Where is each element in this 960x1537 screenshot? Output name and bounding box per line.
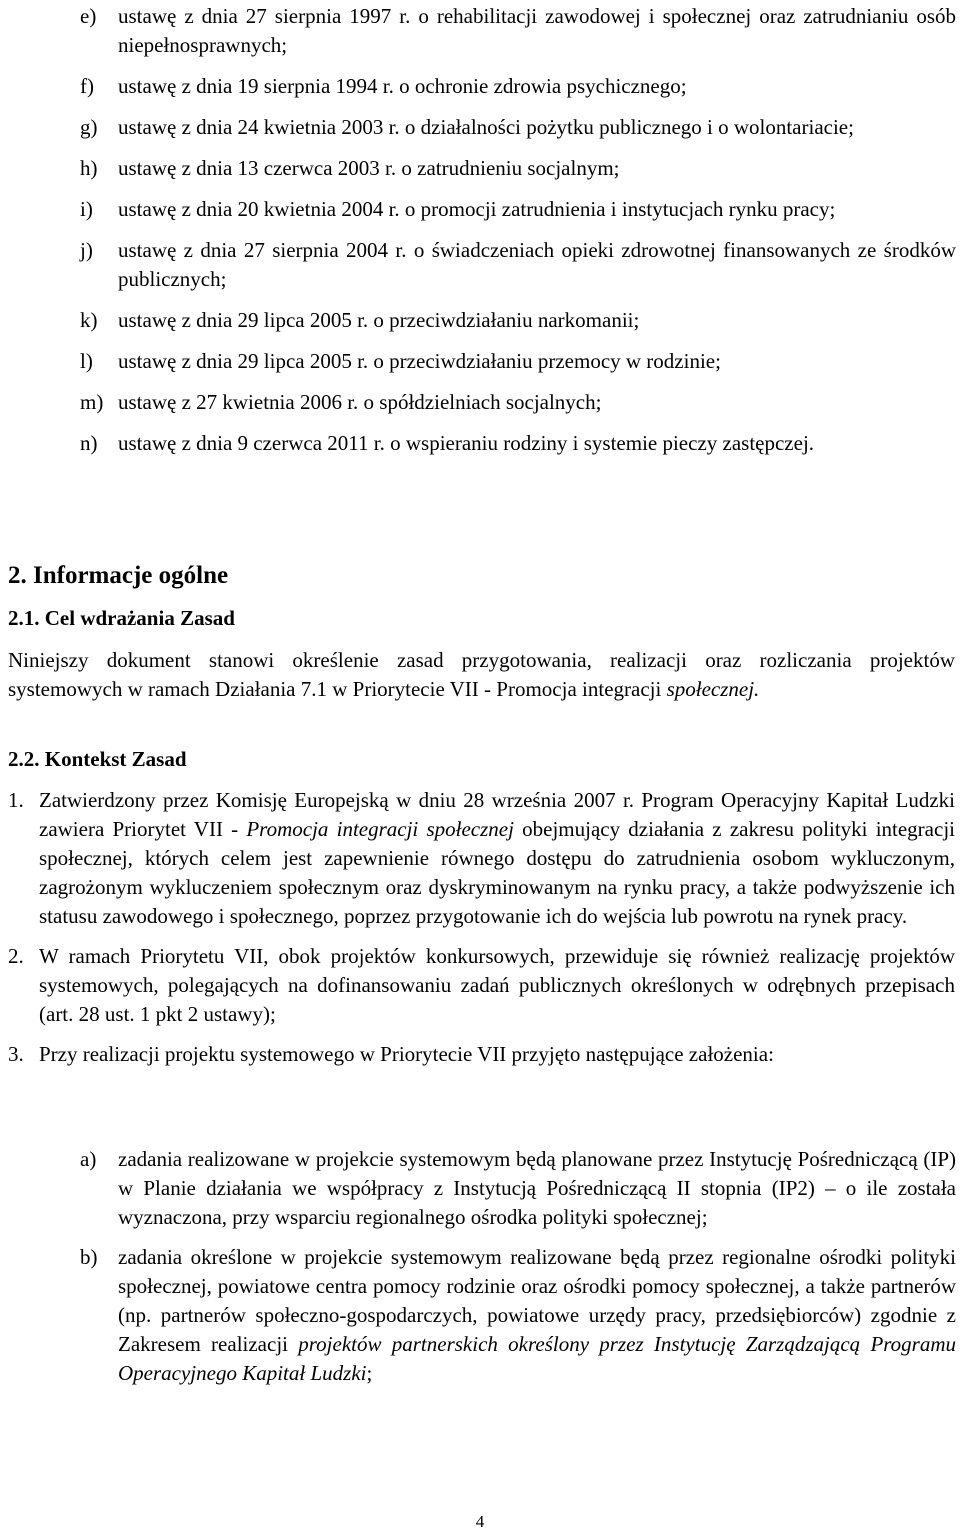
list-item-text: Przy realizacji projektu systemowego w Priorytecie VII przyjęto następujące założenia: xyxy=(39,1042,774,1066)
text-run: Zatwierdzony przez Komisję Europejską w dniu 28 września 2007 r. Program Operacyjny Kapitał Ludzki zawiera Priorytet VII - xyxy=(39,788,955,841)
intro-text: Niniejszy dokument stanowi określenie zasad przygotowania, realizacji oraz rozliczania projektów systemowych w ramach Działania 7.1 w Priorytecie VII - Promocja integracji xyxy=(8,648,955,701)
list-item xyxy=(8,786,955,931)
list-item-label: j) xyxy=(80,238,93,262)
list-item-label: b) xyxy=(80,1245,98,1269)
list-item-text: ustawę z dnia 29 lipca 2005 r. o przeciwdziałaniu przemocy w rodzinie; xyxy=(118,349,721,373)
list-item-label: m) xyxy=(80,390,104,414)
list-item-text: ustawę z dnia 20 kwietnia 2004 r. o promocji zatrudnienia i instytucjach rynku pracy; xyxy=(118,197,836,221)
list-item-label: k) xyxy=(80,308,98,332)
list-item xyxy=(80,306,956,335)
subsection-heading-context: 2.2. Kontekst Zasad xyxy=(8,747,187,771)
list-item-label: 1. xyxy=(8,788,24,812)
list-item-text: ustawę z dnia 27 sierpnia 2004 r. o świadczeniach opieki zdrowotnej finansowanych ze środków publicznych; xyxy=(118,238,956,291)
list-item-text: zadania realizowane w projekcie systemowym będą planowane przez Instytucję Pośredniczącą (IP) w Planie działania we współpracy z Instytucją Pośredniczącą II stopnia (IP2) – o ile została wyznaczona, przy wsparciu regionalnego ośrodka polityki społecznej; xyxy=(118,1147,956,1229)
text-run: obejmujący działania z zakresu polityki integracji społecznej, których celem jest zapewnienie równego dostępu do zatrudnienia osobom wykluczonym, zagrożonym wykluczeniem społecznym oraz dyskryminowanym na rynku pracy, a także podwyższenie ich statusu zawodowego i społecznego, poprzez przygotowanie ich do wejścia lub powrotu na rynek pracy. xyxy=(39,817,955,928)
list-item xyxy=(80,154,956,183)
list-item-label: a) xyxy=(80,1147,97,1171)
text-run: ; xyxy=(366,1361,373,1385)
list-item-label: h) xyxy=(80,156,98,180)
list-item-label: i) xyxy=(80,197,93,221)
list-item-text: ustawę z dnia 29 lipca 2005 r. o przeciwdziałaniu narkomanii; xyxy=(118,308,640,332)
section-heading: 2. Informacje ogólne xyxy=(8,562,229,589)
list-item-label: f) xyxy=(80,74,94,98)
subsection-heading-goal: 2.1. Cel wdrażania Zasad xyxy=(8,606,235,630)
context-points-list xyxy=(8,786,955,1080)
list-item-label: g) xyxy=(80,115,98,139)
assumptions-list xyxy=(80,1145,956,1399)
list-item-text: ustawę z dnia 13 czerwca 2003 r. o zatrudnieniu socjalnym; xyxy=(118,156,620,180)
list-item-text xyxy=(39,786,955,931)
list-item xyxy=(80,429,956,458)
list-item-label: n) xyxy=(80,431,98,455)
list-item xyxy=(80,195,956,224)
list-item xyxy=(8,1040,955,1069)
intro-paragraph xyxy=(8,646,955,704)
list-item xyxy=(80,388,956,417)
list-item-text: W ramach Priorytetu VII, obok projektów konkursowych, przewiduje się również realizację projektów systemowych, polegających na dofinansowaniu zadań publicznych określonych w odrębnych przepisach (art. 28 ust. 1 pkt 2 ustawy); xyxy=(39,944,955,1026)
page-number: 4 xyxy=(475,1512,485,1531)
list-item-text: ustawę z dnia 19 sierpnia 1994 r. o ochronie zdrowia psychicznego; xyxy=(118,74,687,98)
list-item-text: ustawę z dnia 27 sierpnia 1997 r. o rehabilitacji zawodowej i społecznej oraz zatrudnianiu osób niepełnosprawnych; xyxy=(118,4,956,57)
list-item-text xyxy=(118,1243,956,1388)
list-item xyxy=(80,1145,956,1232)
list-item-label: l) xyxy=(80,349,93,373)
list-item-label: 2. xyxy=(8,944,24,968)
italic-text-run: projektów partnerskich określony przez Instytucję Zarządzającą Programu Operacyjnego Kapitał Ludzki xyxy=(118,1332,956,1385)
list-item-label: e) xyxy=(80,4,97,28)
list-item-text: ustawę z dnia 24 kwietnia 2003 r. o działalności pożytku publicznego i o wolontariacie; xyxy=(118,115,854,139)
list-item xyxy=(80,72,956,101)
list-item xyxy=(80,113,956,142)
list-item xyxy=(80,1243,956,1388)
list-item xyxy=(80,2,956,60)
list-item-label: 3. xyxy=(8,1042,24,1066)
text-run: zadania określone w projekcie systemowym realizowane będą przez regionalne ośrodki polityki społecznej, powiatowe centra pomocy rodzinie oraz ośrodki pomocy społecznej, a także partnerów (np. partnerów społeczno-gospodarczych, powiatowe urzędy pracy, przedsiębiorców) zgodnie z Zakresem realizacji xyxy=(118,1245,956,1356)
intro-italic-text: społecznej. xyxy=(666,677,760,701)
list-item xyxy=(8,942,955,1029)
italic-text-run: Promocja integracji społecznej xyxy=(246,817,514,841)
list-item xyxy=(80,236,956,294)
list-item-text: ustawę z 27 kwietnia 2006 r. o spółdzielniach socjalnych; xyxy=(118,390,602,414)
legal-acts-list xyxy=(80,2,956,458)
list-item xyxy=(80,347,956,376)
list-item-text: ustawę z dnia 9 czerwca 2011 r. o wspieraniu rodziny i systemie pieczy zastępczej. xyxy=(118,431,815,455)
